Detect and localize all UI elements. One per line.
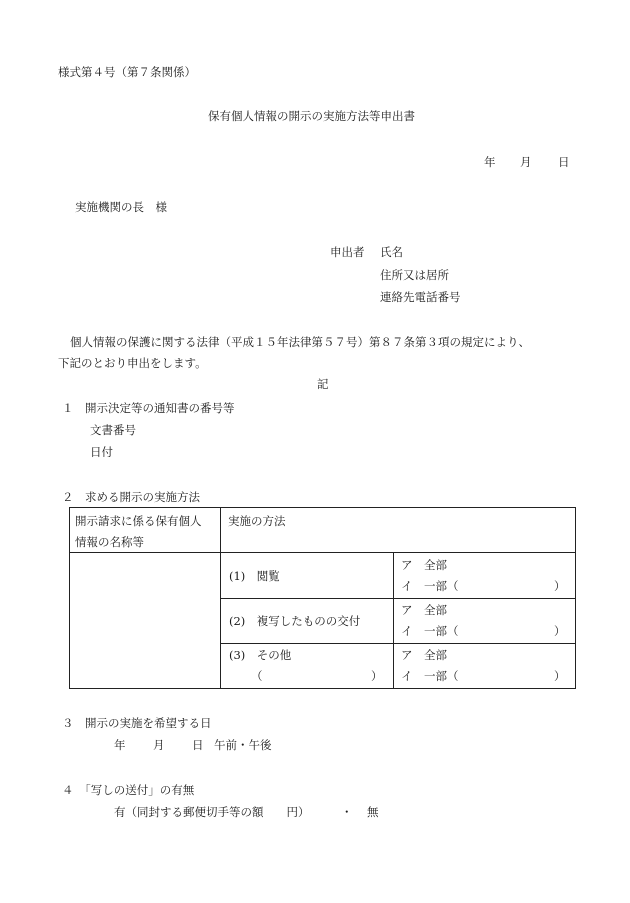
viewing-option-partial-close: ） (554, 579, 566, 593)
method-other-paren-open: （ (251, 669, 263, 683)
copy-option-partial: イ 一部（ (401, 624, 459, 638)
body-text-line1: 個人情報の保護に関する法律（平成１５年法律第５７号）第８７条第３項の規定により、 (70, 335, 530, 349)
addressee: 実施機関の長 様 (75, 200, 167, 214)
viewing-options-cell[interactable] (394, 553, 576, 599)
other-option-all: ア 全部 (401, 648, 447, 662)
header-method-label: 実施の方法 (228, 514, 286, 528)
copy-delivery-yes-option[interactable]: 有（同封する郵便切手等の額 円） (114, 805, 310, 819)
section4-heading: ４ 「写しの送付」の有無 (62, 783, 195, 797)
applicant-label: 申出者 (330, 245, 365, 259)
method-viewing-label: (1) 閲覧 (229, 569, 280, 583)
applicant-name-label: 氏名 (380, 245, 403, 259)
copy-options-cell[interactable] (394, 599, 576, 644)
viewing-option-all: ア 全部 (401, 558, 447, 572)
method-copy-delivery-label: (2) 複写したものの交付 (229, 614, 361, 628)
section1-heading: １ 開示決定等の通知書の番号等 (62, 401, 235, 415)
desired-date-month-label: 月 (153, 738, 165, 752)
method-viewing-cell (221, 553, 394, 599)
method-other-cell[interactable] (221, 644, 394, 689)
date-month-label: 月 (520, 155, 532, 169)
applicant-address-label: 住所又は居所 (380, 268, 449, 282)
desired-date-year-label: 年 (114, 738, 126, 752)
other-option-partial-close: ） (554, 669, 566, 683)
copy-option-partial-close: ） (554, 624, 566, 638)
other-options-cell[interactable] (394, 644, 576, 689)
notice-date-label: 日付 (90, 445, 113, 459)
body-text-line2: 下記のとおり申出をします。 (58, 356, 207, 370)
info-name-entry-cell[interactable] (70, 553, 221, 689)
copy-delivery-no-option[interactable]: 無 (367, 805, 379, 819)
section2-heading: ２ 求める開示の実施方法 (62, 490, 200, 504)
date-day-label: 日 (558, 155, 570, 169)
date-year-label: 年 (484, 155, 496, 169)
applicant-phone-label: 連絡先電話番号 (380, 290, 461, 304)
method-other-paren-close: ） (371, 669, 383, 683)
ki-marker: 記 (317, 377, 329, 391)
method-other-label: (3) その他 (229, 648, 292, 662)
desired-date-ampm: 午前・午後 (214, 738, 272, 752)
doc-number-label: 文書番号 (90, 423, 136, 437)
document-title: 保有個人情報の開示の実施方法等申出書 (208, 109, 415, 123)
desired-date-day-label: 日 (192, 738, 204, 752)
copy-option-all: ア 全部 (401, 603, 447, 617)
other-option-partial: イ 一部（ (401, 669, 459, 683)
header-method-cell (221, 508, 576, 553)
disclosure-method-table (69, 507, 576, 689)
header-info-name-cell (70, 508, 221, 553)
section3-heading: ３ 開示の実施を希望する日 (62, 716, 212, 730)
header-info-name-line2: 情報の名称等 (75, 535, 144, 549)
form-number: 様式第４号（第７条関係） (58, 65, 196, 79)
copy-delivery-separator: ・ (341, 805, 353, 819)
viewing-option-partial: イ 一部（ (401, 579, 459, 593)
method-copy-delivery-cell (221, 599, 394, 644)
header-info-name-line1: 開示請求に係る保有個人 (75, 514, 202, 528)
